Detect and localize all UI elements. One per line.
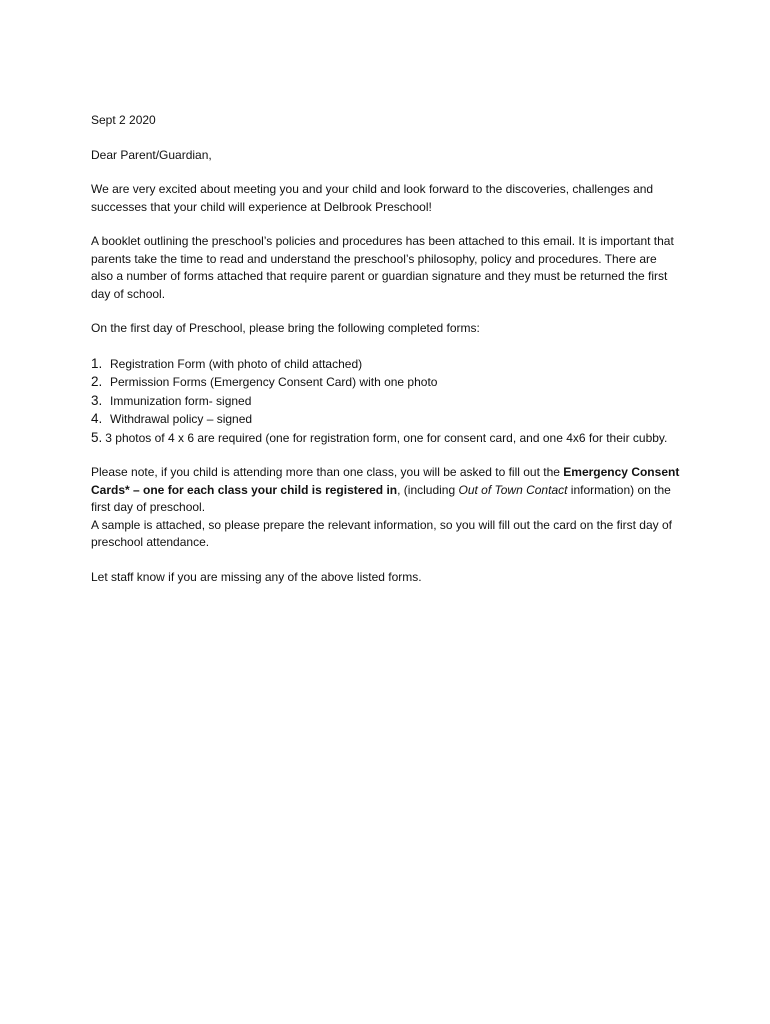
list-item-number: 2.: [91, 374, 103, 389]
list-item-text: Registration Form (with photo of child attached): [110, 356, 363, 371]
list-item-number: 4.: [91, 411, 103, 426]
note-text-end: information) on the first day of preschool.: [91, 482, 671, 514]
list-item-number: 5.: [91, 429, 103, 445]
letter-date: Sept 2 2020: [91, 113, 156, 127]
letter-paragraph-intro: We are very excited about meeting you and your child and look forward to the discoveries, challenges and successes that your child will experience at Delbrook Preschool!: [91, 182, 654, 214]
list-item-text: Immunization form- signed: [110, 393, 252, 408]
letter-paragraph-sample: A sample is attached, so please prepare the relevant information, so you will fill out the card on the first day of preschool attendance.: [91, 517, 672, 549]
note-italic-contact: Out of Town Contact: [458, 482, 568, 497]
list-item: [91, 392, 681, 411]
list-item-text: Withdrawal policy – signed: [110, 412, 253, 426]
note-emphasis: Emergency Consent Cards* – one for each class your child is registered in: [91, 465, 680, 497]
letter-salutation: Dear Parent/Guardian,: [91, 147, 212, 162]
list-item: [91, 429, 681, 448]
letter-paragraph-forms-intro: On the first day of Preschool, please bring the following completed forms:: [91, 321, 480, 335]
list-item-text: Permission Forms (Emergency Consent Card) with one photo: [110, 375, 438, 389]
forms-list: [91, 355, 681, 448]
list-item-number: 1.: [91, 355, 103, 371]
note-text-mid: , (including: [397, 482, 459, 497]
list-item: [91, 410, 681, 429]
list-item-number: 3.: [91, 392, 103, 408]
letter-paragraph-booklet: A booklet outlining the preschool’s policies and procedures has been attached to this email. It is important that parents take the time to read and understand the preschool’s philosophy, policy and procedures. There are also a number of forms attached that require parent or guardian signature and they must be returned the first day of school.: [91, 234, 674, 301]
letter-paragraph-closing: Let staff know if you are missing any of the above listed forms.: [91, 569, 422, 584]
list-item-text: 3 photos of 4 x 6 are required (one for registration form, one for consent card, and one 4x6 for their cubby.: [105, 430, 668, 445]
list-item: [91, 373, 681, 392]
list-item: [91, 355, 681, 374]
note-text-start: Please note, if you child is attending more than one class, you will be asked to fill out the: [91, 465, 564, 479]
letter-paragraph-note: [91, 464, 681, 517]
letter-body: [91, 112, 681, 603]
